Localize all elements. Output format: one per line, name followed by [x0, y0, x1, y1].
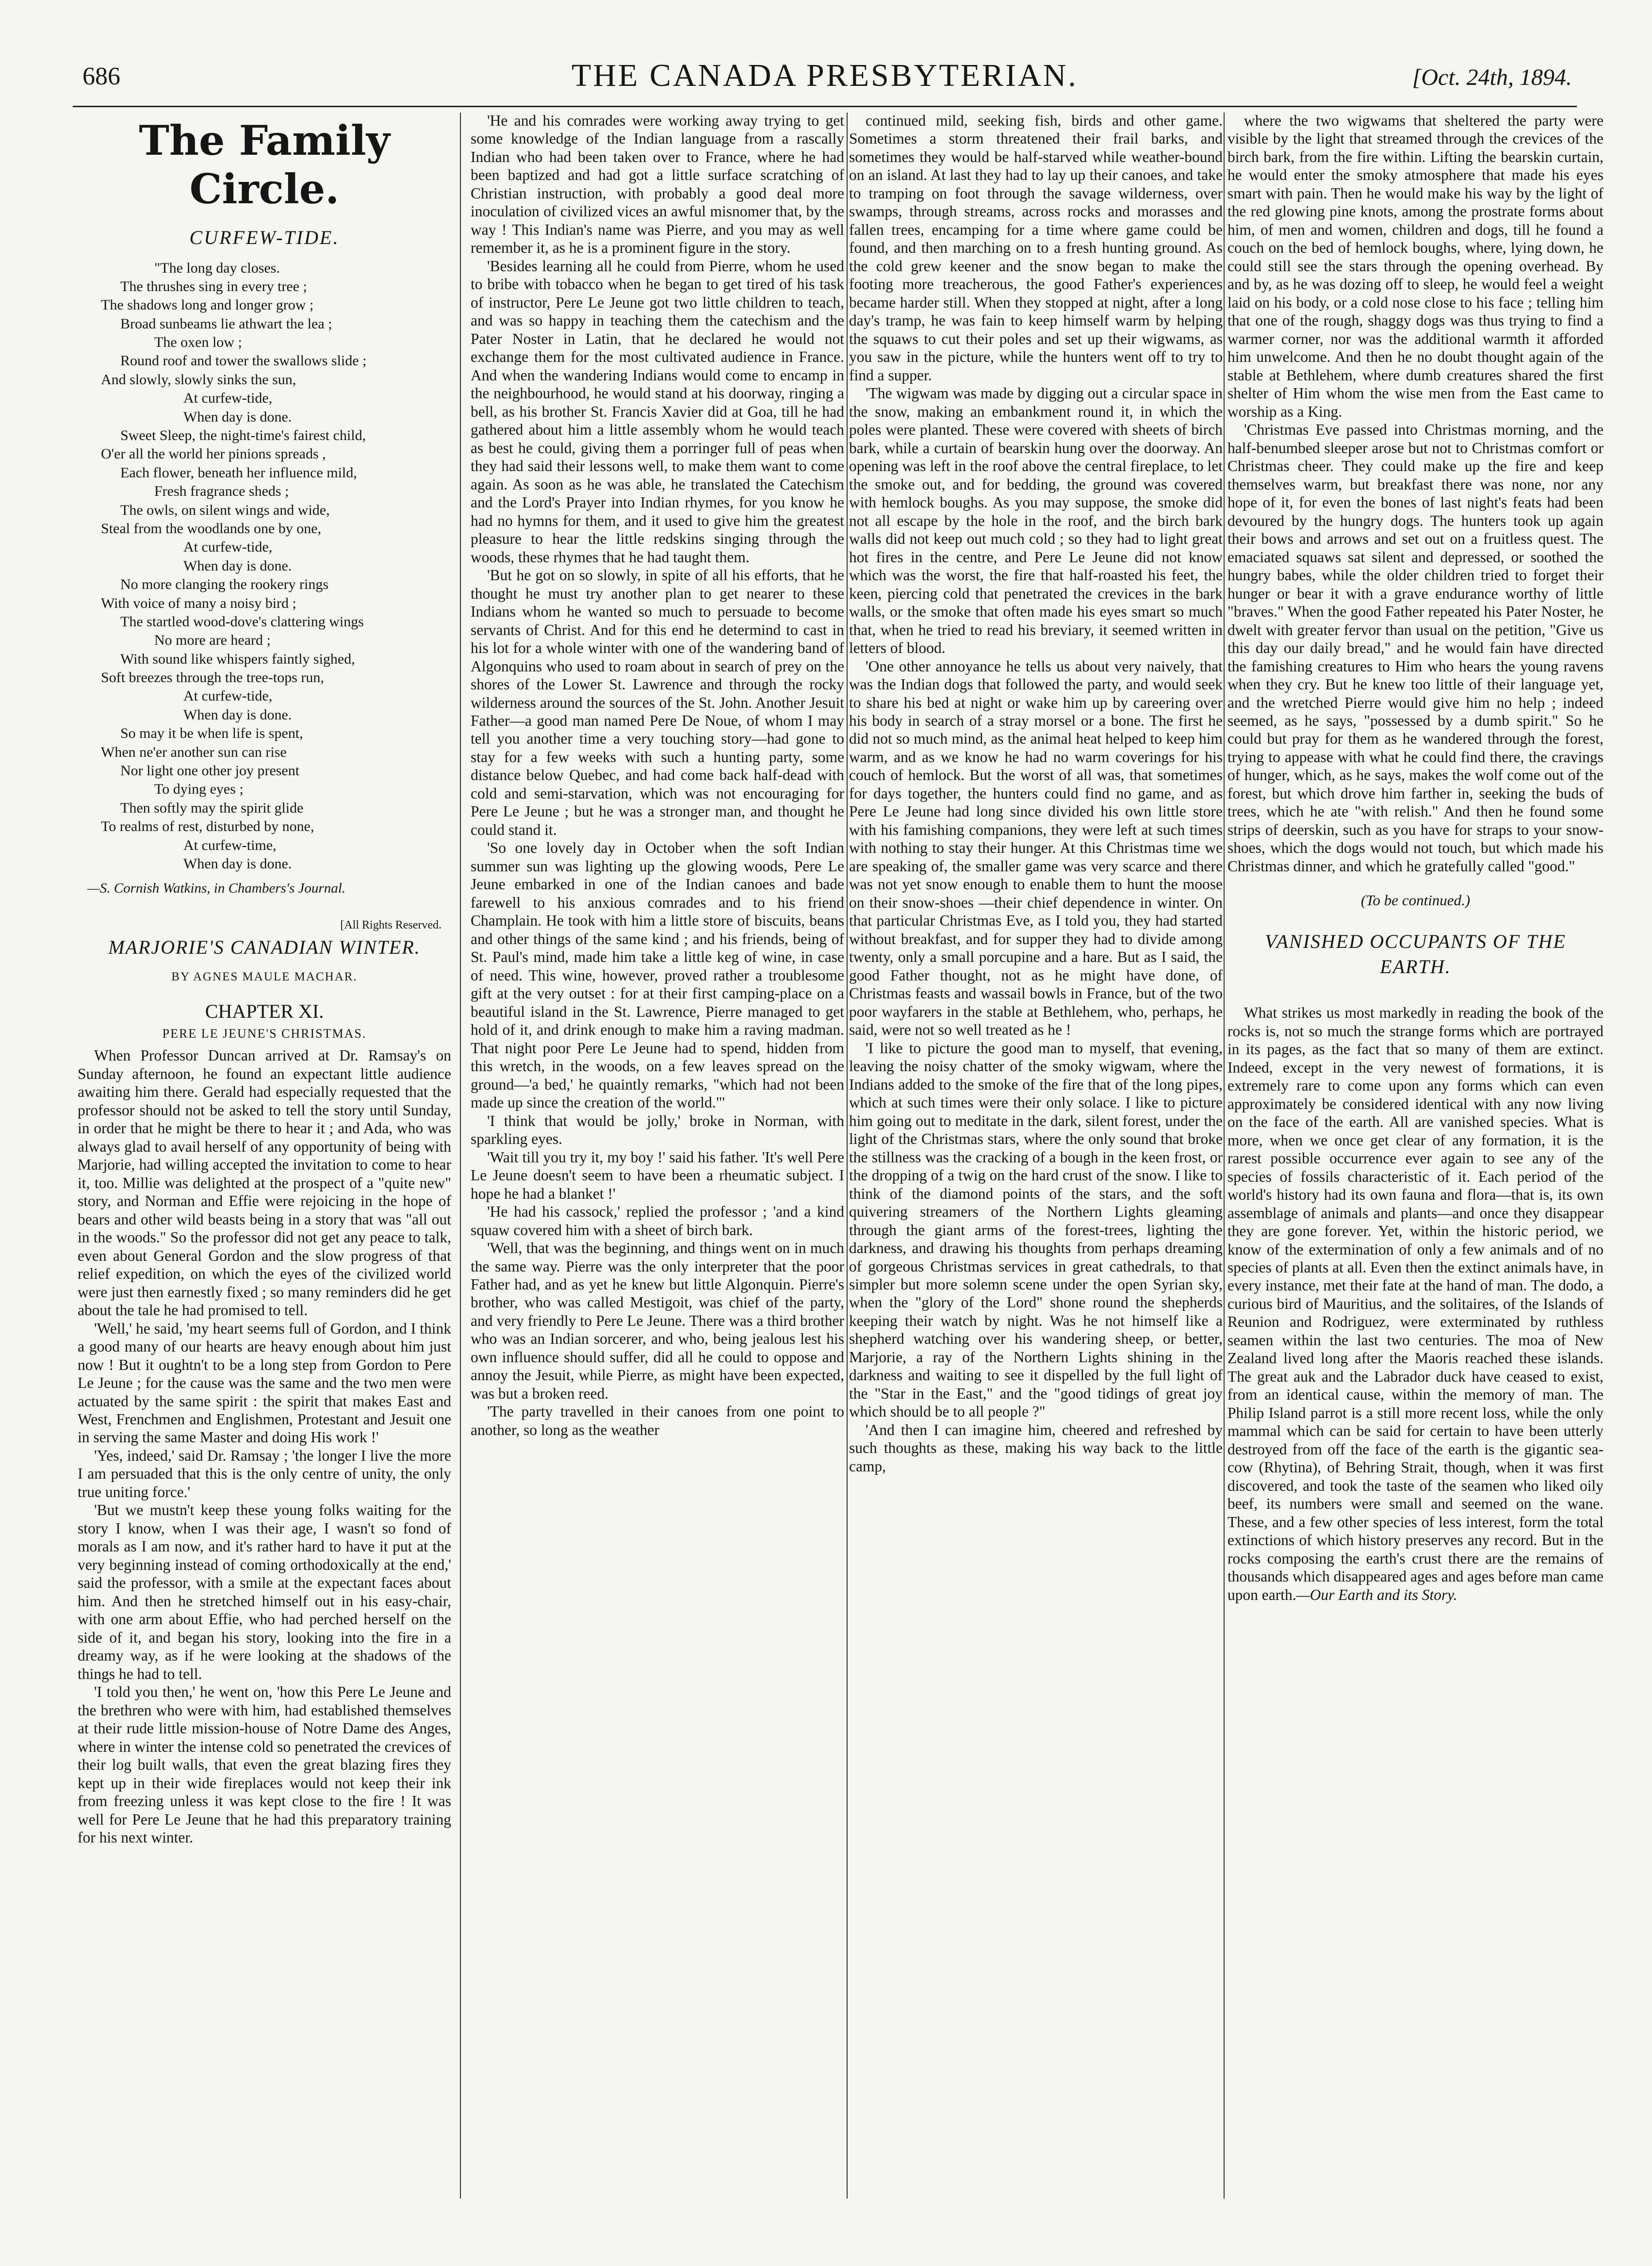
- serial-title: MARJORIE'S CANADIAN WINTER.: [108, 936, 421, 959]
- poem-line: So may it be when life is spent,: [120, 725, 303, 742]
- column-3: [849, 112, 1223, 2212]
- paragraph: 'Wait till you try it, my boy !' said his father. 'It's well Pere Le Jeune doesn't seem to have been a rheumatic subject. I hope he had a blanket !': [471, 1148, 844, 1202]
- column-3-text: [849, 112, 1223, 1475]
- column-1: [78, 112, 451, 2212]
- poem-line: When day is done.: [183, 557, 292, 574]
- paragraph: continued mild, seeking fish, birds and other game. Sometimes a storm threatened their frail barks, and sometimes they would be half-starved while weather-bound on an island. At last they had to lay up their canoes, and take to tramping on foot through the savage wilderness, over swamps, through streams, across rocks and morasses and fallen trees, encamping for a time where game could be found, and then marching on to a fresh hunting ground. As the cold grew keener and the snow began to make the footing more treacherous, the good Father's experiences became harder still. When they stopped at night, after a long day's tramp, he was fain to keep himself warm by helping the squaws to cut their poles and set up their wigwams, as you saw in the picture, while the hunters went off to try to find a supper.: [849, 112, 1223, 384]
- poem-line: O'er all the world her pinions spreads ,: [101, 446, 326, 462]
- column-2-text: [471, 112, 844, 1439]
- paragraph: 'I told you then,' he went on, 'how this Pere Le Jeune and the brethren who were with him, had established themselves at their rude little mission-house of Notre Dame des Anges, where in winter the intense cold so penetrated the crevices of their log built walls, that even the great blazing fires they kept up in their wide fireplaces would not keep their ink from freezing unless it was kept close to the fire ! It was well for Pere Le Jeune that he had this preparatory training for his next winter.: [78, 1683, 451, 1846]
- paragraph: 'The wigwam was made by digging out a circular space in the snow, making an embankment round it, in which the poles were planted. These were covered with sheets of birch bark, while a curtain of bearskin hung over the doorway. An opening was left in the roof above the central fireplace, to let the smoke out, and for bedding, the ground was covered with hemlock boughs. As you may suppose, the smoke did not all escape by the hole in the roof, and the birch bark walls did not keep out much cold ; so they had to light great hot fires in the centre, and Pere Le Jeune did not know which was the worst, the fire that half-roasted his feet, the keen, piercing cold that penetrated the crevices in the bark walls, or the smoke that often made his eyes smart so much that, when he tried to read his breviary, it seemed written in letters of blood.: [849, 385, 1223, 657]
- poem-line: Sweet Sleep, the night-time's fairest child,: [120, 427, 366, 444]
- poem-title: CURFEW-TIDE.: [189, 226, 340, 248]
- poem-line: "The long day closes.: [154, 260, 280, 276]
- poem: [78, 259, 451, 874]
- article-source: —Our Earth and its Story.: [1296, 1586, 1457, 1603]
- poem-line: Steal from the woodlands one by one,: [101, 520, 322, 537]
- poem-line: And slowly, slowly sinks the sun,: [101, 371, 296, 388]
- chapter-subtitle: PERE LE JEUNE'S CHRISTMAS.: [162, 1027, 367, 1041]
- poem-line: The startled wood-dove's clattering wings: [120, 613, 364, 630]
- poem-line: The thrushes sing in every tree ;: [120, 278, 307, 294]
- rights-notice: [All Rights Reserved.: [340, 918, 442, 931]
- poem-line: At curfew-tide,: [183, 539, 273, 555]
- paragraph: where the two wigwams that sheltered the party were visible by the light that streamed through the crevices of the birch bark, from the fire within. Lifting the bearskin curtain, he would enter the smoky atmosphere that made his eyes smart with pain. Then he would make his way by the light of the red glowing pine knots, among the prostrate forms about him, of men and women, children and dogs, till he found a couch on the bed of hemlock boughs, where, lying down, he could still see the stars through the opening overhead. By and by, as he was dozing off to sleep, he would feel a weight laid on his body, or a cold nose close to his face ; telling him that one of the rough, shaggy dogs was thus trying to find a warmer corner, nor was the additional warmth it afforded him unwelcome. And then he no doubt thought again of the stable at Bethlehem, where dumb creatures shared the first shelter of Him whom the wise men from the East came to worship as a King.: [1227, 112, 1603, 420]
- column-rule: [460, 113, 461, 2199]
- paragraph: 'He had his cassock,' replied the professor ; 'and a kind squaw covered him with a sheet of birch bark.: [471, 1203, 844, 1239]
- paragraph: 'And then I can imagine him, cheered and refreshed by such thoughts as these, making his way back to the little camp,: [849, 1421, 1223, 1475]
- paragraph: 'But he got on so slowly, in spite of all his efforts, that he thought he must try another plan to get nearer to these Indians whom he wanted so much to persuade to become servants of Christ. And for this end he determind to cast in his lot for a whole winter with one of the wandering band of Algonquins who used to roam about in search of prey on the shores of the Lower St. Lawrence and through the rocky wilderness around the sources of the St. John. Another Jesuit Father—a good man named Pere De Noue, of whom I may tell you another time a very touching story—had gone to stay for a few weeks with such a hunting party, some distance below Quebec, and had come back half-dead with cold and semi-starvation, which was not encouraging for Pere Le Jeune ; but he was a stronger man, and thought he could stand it.: [471, 567, 844, 838]
- poem-line: The oxen low ;: [154, 334, 242, 351]
- poem-line: When day is done.: [183, 856, 292, 872]
- article-paragraph: What strikes us most markedly in reading the book of the rocks is, not so much the strange forms which are portrayed in its pages, as the fact that so many of them are extinct. Indeed, except in the very newest of formations, it is extremely rare to come upon any forms which can even approximately be considered identical with any now living on the face of the earth. All are vanished species. What is more, when we once get clear of any formation, it is the rarest possible occurrence ever again to see any of the species of fossils characteristic of it. Each period of the world's history had its own fauna and flora—that is, its own assemblage of animals and plants—and once they disappear they are gone forever. Yet, within the historic period, we know of the extermination of only a few animals and of no species of plants at all. Even then the extinct animals have, in every instance, met their fate at the hand of man. The dodo, a curious bird of Mauritius, and the solitaires, of the Islands of Reunion and Rodriguez, were exterminated by ruthless seamen within the last two centuries. The moa of New Zealand lived long after the Maoris reached these islands. The great auk and the Labrador duck have ceased to exist, from an identical cause, within the memory of man. The Philip Island parrot is a still more recent loss, while the only mammal which can be said for certain to have been utterly destroyed from off the face of the earth is the gigantic sea-cow (Rhytina), of Behring Strait, though, when it was first discovered, and took the taste of the seamen who liked oily beef, its numbers were small and seemed on the wane. These, and a few other species of less interest, form the total extinctions of which history preserves any record. But in the rocks composing the earth's crust there are the remains of thousands which disappeared ages and ages before man came upon earth.—Our Earth and its Story.: [1227, 1004, 1603, 1603]
- header-rule: [73, 106, 1577, 107]
- poem-line: Nor light one other joy present: [120, 763, 300, 779]
- column-4: [1227, 112, 1603, 2212]
- poem-line: When day is done.: [183, 706, 292, 723]
- byline: BY AGNES MAULE MACHAR.: [171, 970, 358, 984]
- poem-line: To realms of rest, disturbed by none,: [101, 818, 314, 835]
- poem-line: Fresh fragrance sheds ;: [154, 483, 289, 500]
- poem-line: Then softly may the spirit glide: [120, 799, 304, 816]
- poem-line: Broad sunbeams lie athwart the lea ;: [120, 315, 332, 332]
- paragraph: 'Yes, indeed,' said Dr. Ramsay ; 'the longer I live the more I am persuaded that this is the only centre of unity, the only true uniting force.': [78, 1447, 451, 1500]
- masthead: [63, 57, 1587, 101]
- paragraph: 'He and his comrades were working away trying to get some knowledge of the Indian language from a rascally Indian who had been taken over to France, where he had been baptized and had got a little surface scratching of Christian instruction, with probably a good deal more inoculation of civilized vices an awful misnomer that, by the way ! This Indian's name was Pierre, and you may as well remember it, as he is a prominent figure in the story.: [471, 112, 844, 257]
- poem-line: With sound like whispers faintly sighed,: [120, 651, 355, 667]
- poem-attribution: —S. Cornish Watkins, in Chambers's Journal.: [87, 880, 346, 897]
- poem-line: When ne'er another sun can rise: [101, 744, 287, 760]
- paragraph: 'One other annoyance he tells us about very naively, that was the Indian dogs that followed the party, and would seek to share his bed at night or wake him up by careering over his body in search of a stray morsel or a bone. The first he did not so much mind, as the animal heat helped to keep him warm, and as we know he had no warm coverings for his couch of hemlock. But the worst of all was, that sometimes for days together, the hunters could find no game, and as Pere Le Jeune had long since divided his own little store with his famishing companions, they were left at such times with nothing to stay their hunger. At this Christmas time we are speaking of, the smaller game was very scarce and there was not yet snow enough to enable them to hunt the moose on their snow-shoes —their chief dependence in winter. On that particular Christmas Eve, as I told you, they had started without breakfast, and for supper they had to divide among twenty, only a small porcupine and a hare. But as I said, the good Father thought, not as he might have done, of Christmas feasts and wassail bowls in France, but of the two poor wayfarers in the stable at Bethlehem, who, perhaps, he said, were not so well treated as he !: [849, 657, 1223, 1039]
- poem-line: Soft breezes through the tree-tops run,: [101, 669, 324, 686]
- column-4-text: [1227, 112, 1603, 875]
- article-body: [1227, 1004, 1603, 1604]
- poem-line: With voice of many a noisy bird ;: [101, 595, 296, 611]
- chapter-heading: CHAPTER XI.: [205, 1000, 324, 1022]
- issue-date: [Oct. 24th, 1894.: [1412, 65, 1572, 90]
- poem-line: The shadows long and longer grow ;: [101, 297, 314, 313]
- column-rule: [1224, 113, 1225, 2199]
- to-be-continued: (To be continued.): [1360, 892, 1471, 909]
- paragraph: 'Well,' he said, 'my heart seems full of Gordon, and I think a good many of our hearts are heavy enough about him just now ! But it oughtn't to be a long step from Gordon to Pere Le Jeune ; for the cause was the same and the two men were actuated by the same spirit : the spirit that makes East and West, Frenchmen and Englishmen, Protestant and Jesuit one in serving the same Master and doing His work !': [78, 1320, 451, 1446]
- paragraph: When Professor Duncan arrived at Dr. Ramsay's on Sunday afternoon, he found an expectant little audience awaiting him there. Gerald had especially requested that the professor should not be asked to tell the story until Sunday, in order that he might be there to hear it ; and Ada, who was always glad to avail herself of any opportunity of being with Marjorie, had willing accepted the invitation to come to hear it, too. Millie was delighted at the prospect of a "quite new" story, and Norman and Effie were rejoicing in the hope of bears and other wild beasts being in a story that was "all out in the woods." So the professor did not get any peace to talk, even about General Gordon and the slow progress of that relief expedition, on which the eyes of the civilized world were just then earnestly fixed ; so many reminders did he get about the tale he had promised to tell.: [78, 1047, 451, 1319]
- poem-line: No more clanging the rookery rings: [120, 576, 329, 593]
- poem-line: At curfew-tide,: [183, 390, 273, 407]
- paragraph: 'Christmas Eve passed into Christmas morning, and the half-benumbed sleeper arose but not to Christmas comfort or Christmas cheer. They could make up the fire and keep themselves warm, but breakfast there was none, nor any hope of it, for even the bones of last night's feats had been devoured by the hungry dogs. The hunters took up again their bows and arrows and set out on a fruitless quest. The emaciated squaws sat silent and depressed, or soothed the hungry babes, while the older children tried to forget their hunger or bear it with a grave endurance worthy of little "braves." When the good Father repeated his Pater Noster, he dwelt with greater fervor than usual on the petition, "Give us this day our daily bread," and he would fain have directed the famishing creatures to Him who hears the young ravens when they cry. But he knew too little of their language yet, and the wretched Pierre would give him no help ; indeed seemed, as he says, "possessed by a dumb spirit." So he could but pray for them as he wandered through the forest, trying to appease with what he could find there, the cravings of hunger, which, as he says, makes the wolf come out of the forest, but which drove him farther in, seeking the buds of trees, which he ate "with relish." And then he found some strips of deerskin, such as you have for straps to your snow-shoes, which the dogs would not touch, but which made his Christmas dinner, and which he gratefully called "good.": [1227, 421, 1603, 875]
- poem-line: Each flower, beneath her influence mild,: [120, 464, 357, 481]
- column-1-text: [78, 1046, 451, 1846]
- paragraph: 'I think that would be jolly,' broke in Norman, with sparkling eyes.: [471, 1112, 844, 1148]
- paragraph: 'But we mustn't keep these young folks waiting for the story I know, when I was their age, I wasn't so fond of morals as I am now, and it's rather hard to have it put at the very beginning instead of coming orthodoxically at the end,' said the professor, with a smile at the expectant faces about him. And then he stretched himself out in his easy-chair, with one arm about Effie, who had perched herself on the side of it, and began his story, looking into the fire in a dreamy way, as if he were looking at the shadows of the things he had to tell.: [78, 1501, 451, 1682]
- article-title: VANISHED OCCUPANTS OF THE EARTH.: [1265, 930, 1566, 978]
- page-number: 686: [82, 63, 120, 90]
- poem-line: To dying eyes ;: [154, 781, 244, 798]
- paragraph: 'The party travelled in their canoes from one point to another, so long as the weather: [471, 1403, 844, 1438]
- poem-line: Round roof and tower the swallows slide ;: [120, 353, 367, 369]
- column-rule: [847, 113, 848, 2199]
- column-2: [471, 112, 844, 2212]
- paragraph: 'Besides learning all he could from Pierre, whom he used to bribe with tobacco when he began to get tired of his task of instructor, Pere Le Jeune got two little children to teach, and was so happy in teaching them the catechism and the Pater Noster in Latin, that he declared he would not exchange them for the most cultivated audience in France. And when the wandering Indians would come to encamp in the neighbourhood, he would stand at his doorway, ringing a bell, as his brother St. Francis Xavier did at Goa, till he had gathered about him a little assembly whom he would teach as best he could, giving them a porringer full of peas when they had said their lessons well, to make them want to come again. As soon as he was able, he translated the Catechism and the Lord's Prayer into Indian rhymes, for you know he had no hymns for them, and it used to give him the greatest pleasure to hear the little redskins singing through the woods, these rhymes that he had taught them.: [471, 257, 844, 566]
- paragraph: 'I like to picture the good man to myself, that evening, leaving the noisy chatter of the smoky wigwam, where the Indians added to the smoke of the fire that of the long pipes, which at such times were their only solace. I like to picture him going out to meditate in the dark, silent forest, under the light of the Christmas stars, where the only sound that broke the stillness was the cracking of a bough in the keen frost, or the dropping of a twig on the hard crust of the snow. I like to think of the diamond points of the stars, and the soft quivering streamers of the Northern Lights gleaming through the giant arms of the forest-trees, lighting the darkness, and drawing his thoughts from perhaps dreaming of gorgeous Christmas services in great cathedrals, to that simpler but more solemn scene under the open Syrian sky, when the "glory of the Lord" shone round the shepherds keeping their watch by night. Was he not himself like a shepherd watching over his wandering sheep, or better, Marjorie, a ray of the Northern Lights shining in the darkness and waiting to see it dispelled by the full light of the "Star in the East," and the "good tidings of great joy which should be to all people ?": [849, 1039, 1223, 1420]
- poem-line: At curfew-tide,: [183, 688, 273, 704]
- poem-line: At curfew-time,: [183, 837, 277, 853]
- paragraph: 'Well, that was the beginning, and things went on in much the same way. Pierre was the only interpreter that the poor Father had, and as yet he knew but little Algonquin. Pierre's brother, who was called Mestigoit, was chief of the party, and very friendly to Pere Le Jeune. There was a third brother who was an Indian sorcerer, and who, being jealous lest his own influence should suffer, did all he could to oppose and annoy the Jesuit, while Pierre, as might have been expected, was but a broken reed.: [471, 1239, 844, 1402]
- publication-title: THE CANADA PRESBYTERIAN.: [572, 58, 1078, 93]
- poem-line: The owls, on silent wings and wide,: [120, 502, 330, 518]
- poem-line: When day is done.: [183, 408, 292, 425]
- section-heading: The Family Circle.: [139, 116, 390, 213]
- paragraph: 'So one lovely day in October when the soft Indian summer sun was lighting up the glowing woods, Pere Le Jeune embarked in one of the Indian canoes and bade farewell to his anxious comrades and to his friend Champlain. He took with him a little store of biscuits, beans and other things of the same kind ; and his friends, being of St. Paul's mind, made him take a little keg of wine, in case of need. This wine, however, proved rather a troublesome gift at the very outset : for at their first camping-place on a beautiful island in the St. Lawrence, Pierre managed to get hold of it, and drink enough to make him a raving madman. That night poor Pere Le Jeune had to spend, hidden from this wretch, in the woods, on a few leaves spread on the ground—'a bed,' he quaintly remarks, "which had not been made up since the creation of the world."': [471, 839, 844, 1111]
- poem-line: No more are heard ;: [154, 632, 271, 649]
